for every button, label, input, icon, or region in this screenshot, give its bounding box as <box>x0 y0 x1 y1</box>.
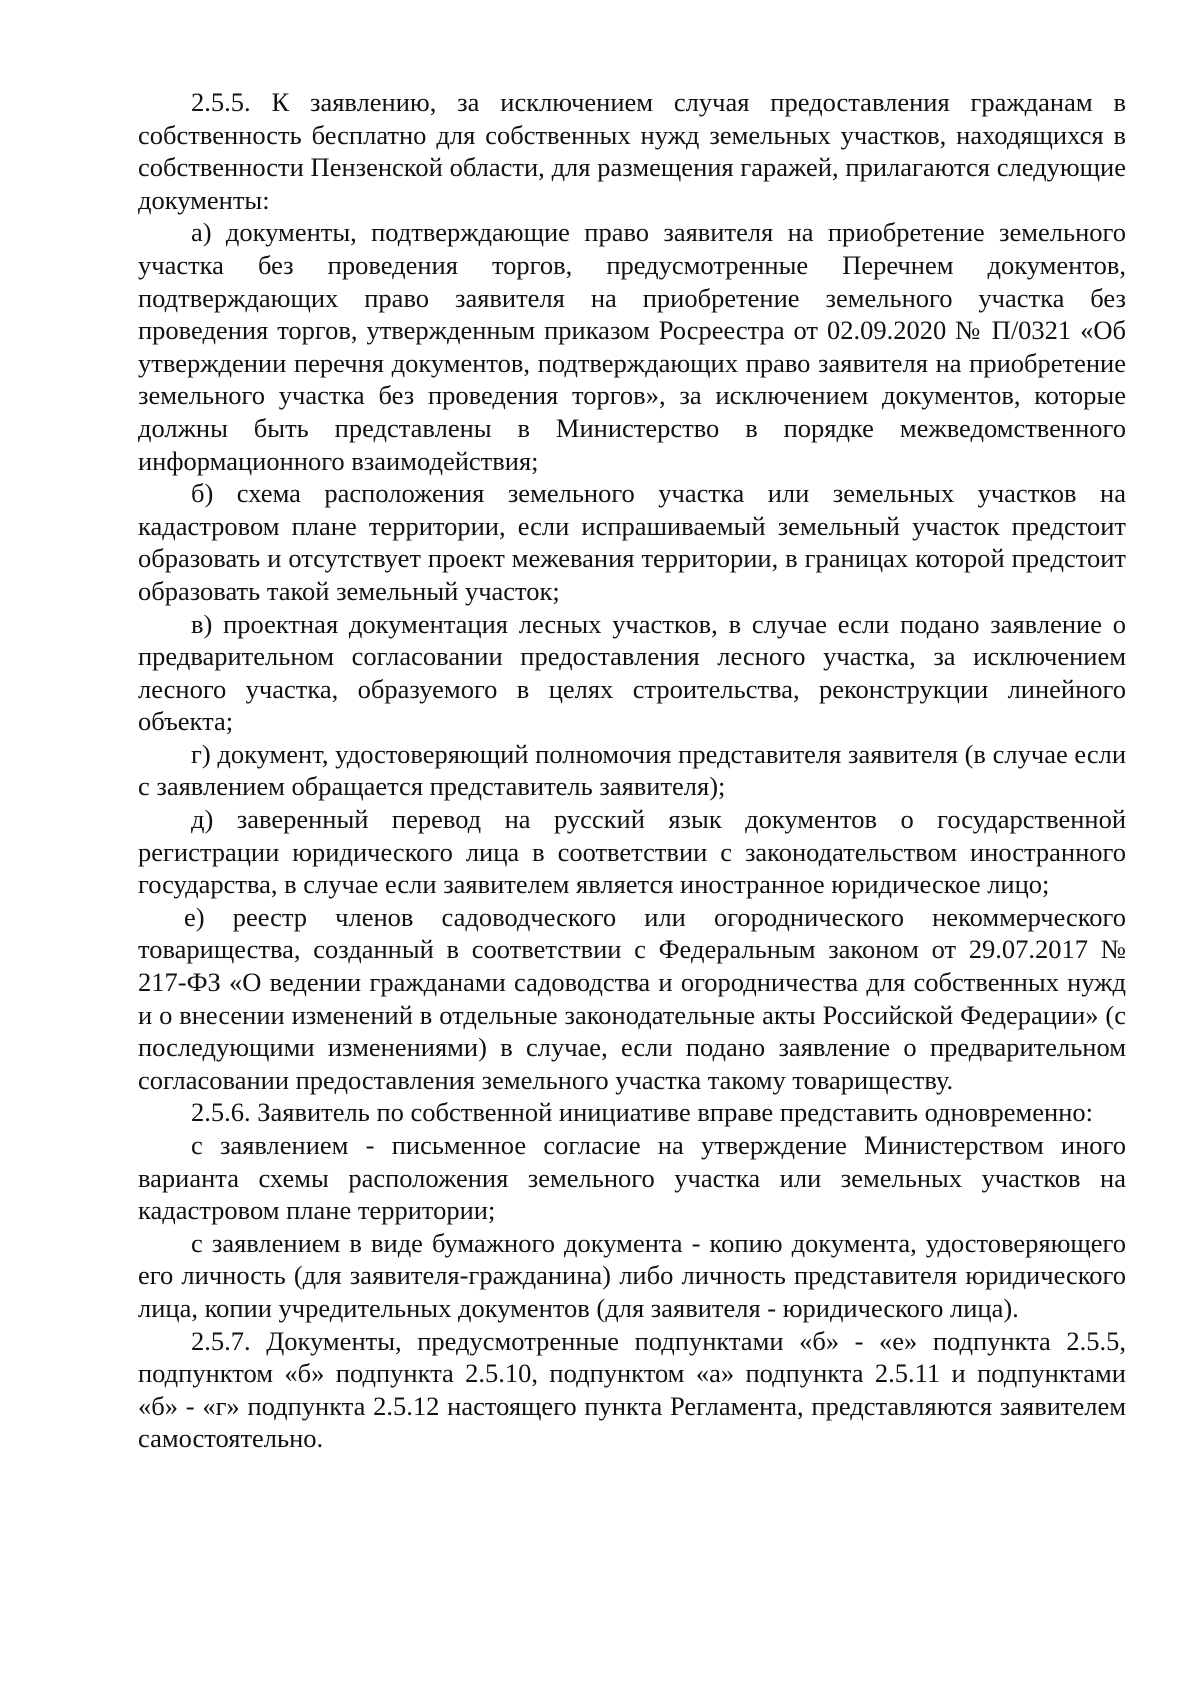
paragraph-2-5-5-d: д) заверенный перевод на русский язык документов о государственной регистрации юридического лица в соответствии с законодательством иностранного государства, в случае если заявителем является иностранное юридическое лицо; <box>138 804 1126 900</box>
paragraph-2-5-5: 2.5.5. К заявлению, за исключением случая предоставления гражданам в собственность бесплатно для собственных нужд земельных участков, находящихся в собственности Пензенской области, для размещения гаражей, прилагаются следующие документы: <box>138 87 1126 215</box>
paragraph-2-5-5-a: а) документы, подтверждающие право заявителя на приобретение земельного участка без проведения торгов, предусмотренные Перечнем документов, подтверждающих право заявителя на приобретение земельного участка без проведения торгов, утвержденным приказом Росреестра от 02.09.2020 № П/0321 «Об утверждении перечня документов, подтверждающих право заявителя на приобретение земельного участка без проведения торгов», за исключением документов, которые должны быть представлены в Министерство в порядке межведомственного информационного взаимодействия; <box>138 217 1126 476</box>
paragraph-2-5-6: 2.5.6. Заявитель по собственной инициативе вправе представить одновременно: <box>191 1097 1093 1128</box>
document-body <box>138 86 1126 1455</box>
paragraph-2-5-7: 2.5.7. Документы, предусмотренные подпунктами «б» - «е» подпункта 2.5.5, подпунктом «б» подпункта 2.5.10, подпунктом «а» подпункта 2.5.11 и подпунктами «б» - «г» подпункта 2.5.12 настоящего пункта Регламента, представляются заявителем самостоятельно. <box>138 1325 1126 1454</box>
paragraph-2-5-6-item-2: с заявлением в виде бумажного документа - копию документа, удостоверяющего его личность (для заявителя-гражданина) либо личность представителя юридического лица, копии учредительных документов (для заявителя - юридического лица). <box>138 1227 1126 1323</box>
paragraph-2-5-5-g: г) документ, удостоверяющий полномочия представителя заявителя (в случае если с заявлением обращается представитель заявителя); <box>138 738 1126 802</box>
paragraph-2-5-6-item-1: с заявлением - письменное согласие на утверждение Министерством иного варианта схемы расположения земельного участка или земельных участков на кадастровом плане территории; <box>138 1130 1126 1226</box>
paragraph-2-5-5-v: в) проектная документация лесных участков, в случае если подано заявление о предварительном согласовании предоставления лесного участка, за исключением лесного участка, образуемого в целях строительства, реконструкции линейного объекта; <box>138 608 1126 737</box>
paragraph-2-5-5-b: б) схема расположения земельного участка или земельных участков на кадастровом плане территории, если испрашиваемый земельный участок предстоит образовать и отсутствует проект межевания территории, в границах которой предстоит образовать такой земельный участок; <box>138 478 1126 606</box>
paragraph-2-5-5-e: е) реестр членов садоводческого или огороднического некоммерческого товарищества, созданный в соответствии с Федеральным законом от 29.07.2017 № 217-ФЗ «О ведении гражданами садоводства и огородничества для собственных нужд и о внесении изменений в отдельные законодательные акты Российской Федерации» (с последующими изменениями) в случае, если подано заявление о предварительном согласовании предоставления земельного участка такому товариществу. <box>138 901 1126 1095</box>
